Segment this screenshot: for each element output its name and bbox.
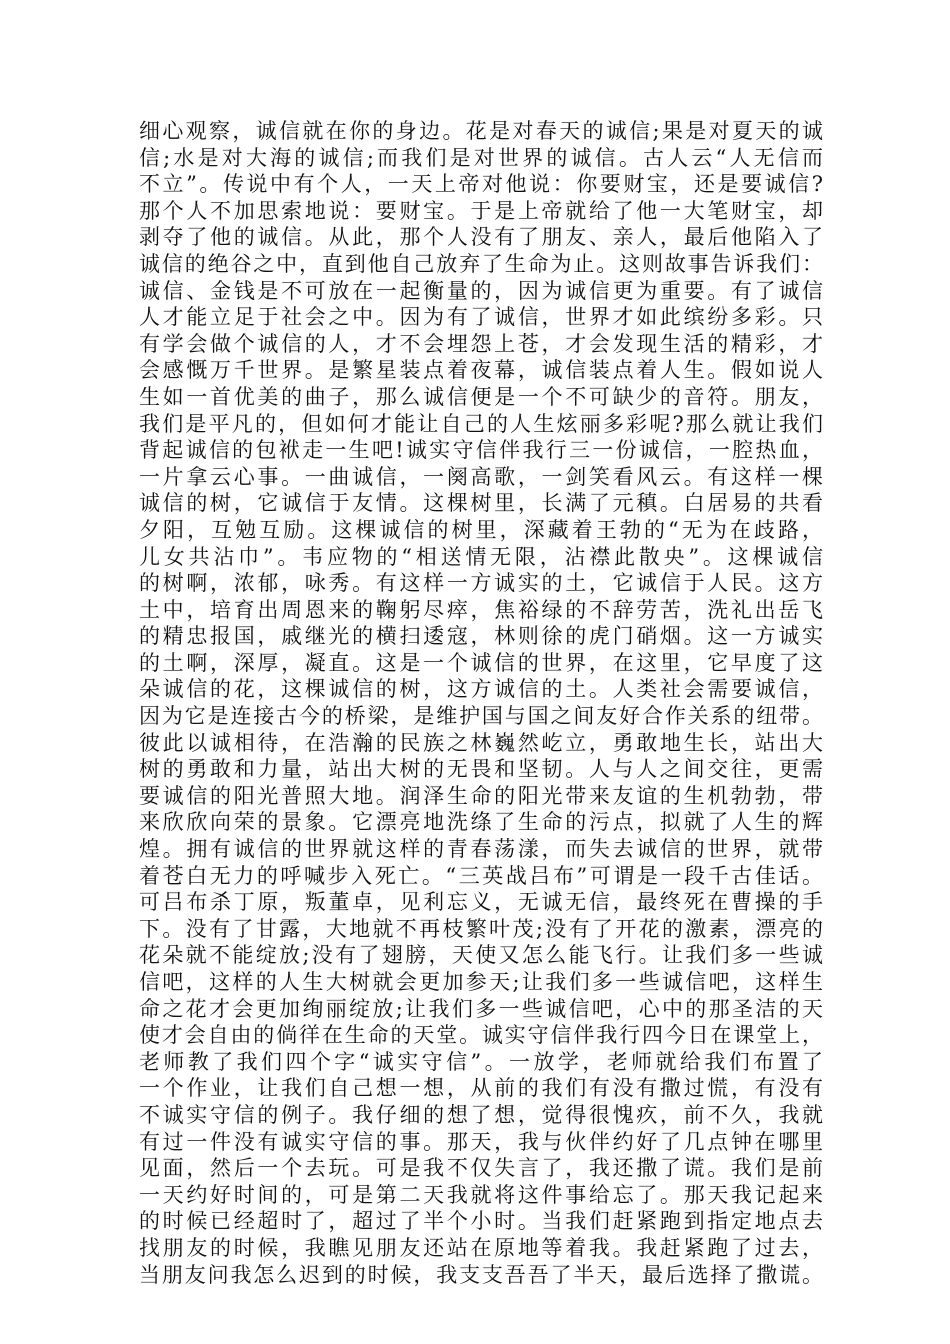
- text-line-43: 找朋友的时候，我瞧见朋友还站在原地等着我。我赶紧跑了过去，: [139, 1235, 823, 1260]
- text-line-30: 可吕布杀丁原，叛董卓，见利忘义，无诚无信，最终死在曹操的手: [139, 890, 823, 915]
- text-line-37: 一个作业，让我们自己想一想，从前的我们有没有撒过慌，有没有: [139, 1076, 823, 1101]
- text-line-4: 那个人不加思索地说：要财宝。于是上帝就给了他一大笔财宝，却: [139, 198, 823, 223]
- text-line-6: 诚信的绝谷之中，直到他自己放弃了生命为止。这则故事告诉我们：: [139, 251, 823, 276]
- text-line-22: 朵诚信的花，这棵诚信的树，这方诚信的土。人类社会需要诚信，: [139, 677, 823, 702]
- text-line-12: 我们是平凡的，但如何才能让自己的人生炫丽多彩呢?那么就让我们: [139, 411, 823, 436]
- text-line-7: 诚信、金钱是不可放在一起衡量的，因为诚信更为重要。有了诚信: [139, 278, 823, 303]
- text-line-1: 细心观察，诚信就在你的身边。花是对春天的诚信;果是对夏天的诚: [139, 119, 823, 143]
- text-line-23: 因为它是连接古今的桥梁，是维护国与国之间友好合作关系的纽带。: [139, 704, 823, 729]
- text-line-19: 土中，培育出周恩来的鞠躬尽瘁，焦裕绿的不辞劳苦，洗礼出岳飞: [139, 597, 823, 622]
- text-line-38: 不诚实守信的例子。我仔细的想了想，觉得很愧疚，前不久，我就: [139, 1102, 823, 1127]
- text-line-15: 诚信的树，它诚信于友情。这棵树里，长满了元稹。白居易的共看: [139, 491, 823, 516]
- text-line-35: 使才会自由的倘徉在生命的天堂。诚实守信伴我行四今日在课堂上，: [139, 1023, 823, 1048]
- text-line-40: 见面，然后一个去玩。可是我不仅失言了，我还撒了谎。我们是前: [139, 1156, 823, 1181]
- text-line-29: 着苍白无力的呼喊步入死亡。“三英战吕布”可谓是一段千古佳话。: [139, 863, 823, 888]
- text-line-14: 一片拿云心事。一曲诚信，一阕高歌，一剑笑看风云。有这样一棵: [139, 464, 823, 489]
- text-line-16: 夕阳，互勉互励。这棵诚信的树里，深藏着王勃的“无为在歧路，: [139, 517, 823, 542]
- text-line-24: 彼此以诚相待，在浩瀚的民族之林巍然屹立，勇敢地生长，站出大: [139, 730, 823, 755]
- text-line-34: 命之花才会更加绚丽绽放;让我们多一些诚信吧，心中的那圣洁的天: [139, 996, 823, 1021]
- text-line-31: 下。没有了甘露，大地就不再枝繁叶茂;没有了开花的激素，漂亮的: [139, 916, 823, 941]
- text-line-33: 信吧，这样的人生大树就会更加参天;让我们多一些诚信吧，这样生: [139, 970, 823, 994]
- text-line-10: 会感慨万千世界。是繁星装点着夜幕，诚信装点着人生。假如说人: [139, 358, 823, 383]
- text-line-41: 一天约好时间的，可是第二天我就将这件事给忘了。那天我记起来: [139, 1182, 823, 1207]
- text-line-44: 当朋友问我怎么迟到的时候，我支支吾吾了半天，最后选择了撒谎。: [139, 1262, 823, 1287]
- text-line-26: 要诚信的阳光普照大地。润泽生命的阳光带来友谊的生机勃勃，带: [139, 783, 823, 808]
- text-line-21: 的土啊，深厚，凝直。这是一个诚信的世界，在这里，它早度了这: [139, 650, 823, 675]
- text-line-28: 煌。拥有诚信的世界就这样的青春荡漾，而失去诚信的世界，就带: [139, 837, 823, 862]
- text-line-3: 不立”。传说中有个人，一天上帝对他说：你要财宝，还是要诚信?: [139, 172, 823, 197]
- text-line-36: 老师教了我们四个字“诚实守信”。一放学，老师就给我们布置了: [139, 1049, 823, 1074]
- text-line-39: 有过一件没有诚实守信的事。那天，我与伙伴约好了几点钟在哪里: [139, 1129, 823, 1154]
- text-line-9: 有学会做个诚信的人，才不会埋怨上苍，才会发现生活的精彩，才: [139, 331, 823, 356]
- text-line-20: 的精忠报国，戚继光的横扫逶寇，林则徐的虎门硝烟。这一方诚实: [139, 624, 823, 649]
- text-line-32: 花朵就不能绽放;没有了翅膀，天使又怎么能飞行。让我们多一些诚: [139, 943, 823, 968]
- body-text: [139, 118, 823, 1288]
- text-line-11: 生如一首优美的曲子，那么诚信便是一个不可缺少的音符。朋友，: [139, 384, 823, 409]
- text-line-13: 背起诚信的包袱走一生吧!诚实守信伴我行三一份诚信，一腔热血，: [139, 438, 823, 463]
- text-line-18: 的树啊，浓郁，咏秀。有这样一方诚实的土，它诚信于人民。这方: [139, 571, 823, 596]
- text-line-2: 信;水是对大海的诚信;而我们是对世界的诚信。古人云“人无信而: [139, 145, 823, 170]
- text-line-8: 人才能立足于社会之中。因为有了诚信，世界才如此缤纷多彩。只: [139, 305, 823, 330]
- text-line-42: 的时候已经超时了，超过了半个小时。当我们赶紧跑到指定地点去: [139, 1209, 823, 1234]
- text-line-5: 剥夺了他的诚信。从此，那个人没有了朋友、亲人，最后他陷入了: [139, 225, 823, 250]
- text-line-17: 儿女共沾巾”。韦应物的“相送情无限，沾襟此散央”。这棵诚信: [139, 544, 823, 569]
- text-line-25: 树的勇敢和力量，站出大树的无畏和坚韧。人与人之间交往，更需: [139, 757, 823, 782]
- text-line-27: 来欣欣向荣的景象。它漂亮地洗绦了生命的污点，拟就了人生的辉: [139, 810, 823, 835]
